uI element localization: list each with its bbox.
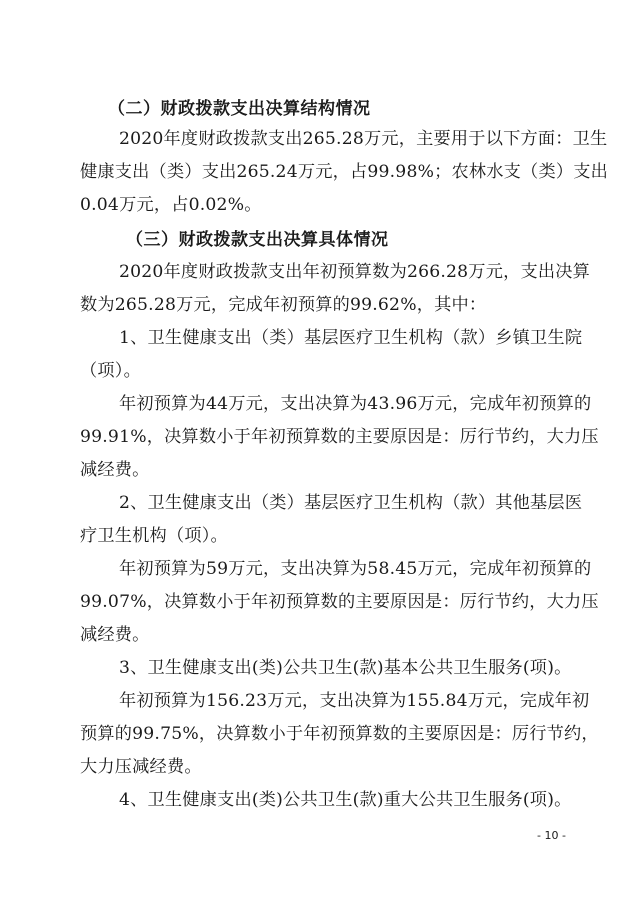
item-desc-line: 预算的99.75%，决算数小于年初预算数的主要原因是：厉行节约， — [80, 724, 599, 744]
body-line: 2020年度财政拨款支出265.28万元，主要用于以下方面：卫生 — [119, 129, 608, 149]
item-title-line: （项）。 — [80, 361, 141, 381]
item-desc-line: 年初预算为156.23万元，支出决算为155.84万元，完成年初 — [119, 691, 590, 711]
section-heading-structure: （二）财政拨款支出决算结构情况 — [108, 99, 371, 119]
item-desc-line: 年初预算为44万元，支出决算为43.96万元，完成年初预算的 — [119, 394, 592, 414]
body-line: 健康支出（类）支出265.24万元，占99.98%；农林水支（类）支出 — [80, 162, 608, 182]
item-desc-line: 99.91%，决算数小于年初预算数的主要原因是：厉行节约，大力压 — [80, 427, 599, 447]
item-title-line: 2、卫生健康支出（类）基层医疗卫生机构（款）其他基层医 — [119, 493, 583, 513]
item-title-line: 1、卫生健康支出（类）基层医疗卫生机构（款）乡镇卫生院 — [119, 328, 583, 348]
body-line: 2020年度财政拨款支出年初预算数为266.28万元，支出决算 — [119, 262, 591, 282]
item-desc-line: 大力压减经费。 — [80, 757, 202, 777]
item-desc-line: 99.07%，决算数小于年初预算数的主要原因是：厉行节约，大力压 — [80, 592, 599, 612]
item-title-line: 疗卫生机构（项）。 — [80, 526, 228, 546]
item-title-line: 3、卫生健康支出(类)公共卫生(款)基本公共卫生服务(项)。 — [119, 658, 572, 678]
item-desc-line: 减经费。 — [80, 460, 150, 480]
page-number: - 10 - — [537, 829, 566, 842]
section-heading-detail: （三）财政拨款支出决算具体情况 — [126, 230, 389, 250]
body-line: 0.04万元，占0.02%。 — [80, 195, 262, 215]
item-desc-line: 减经费。 — [80, 625, 150, 645]
body-line: 数为265.28万元，完成年初预算的99.62%，其中： — [80, 295, 487, 315]
item-title-line: 4、卫生健康支出(类)公共卫生(款)重大公共卫生服务(项)。 — [119, 790, 572, 810]
item-desc-line: 年初预算为59万元，支出决算为58.45万元，完成年初预算的 — [119, 559, 592, 579]
